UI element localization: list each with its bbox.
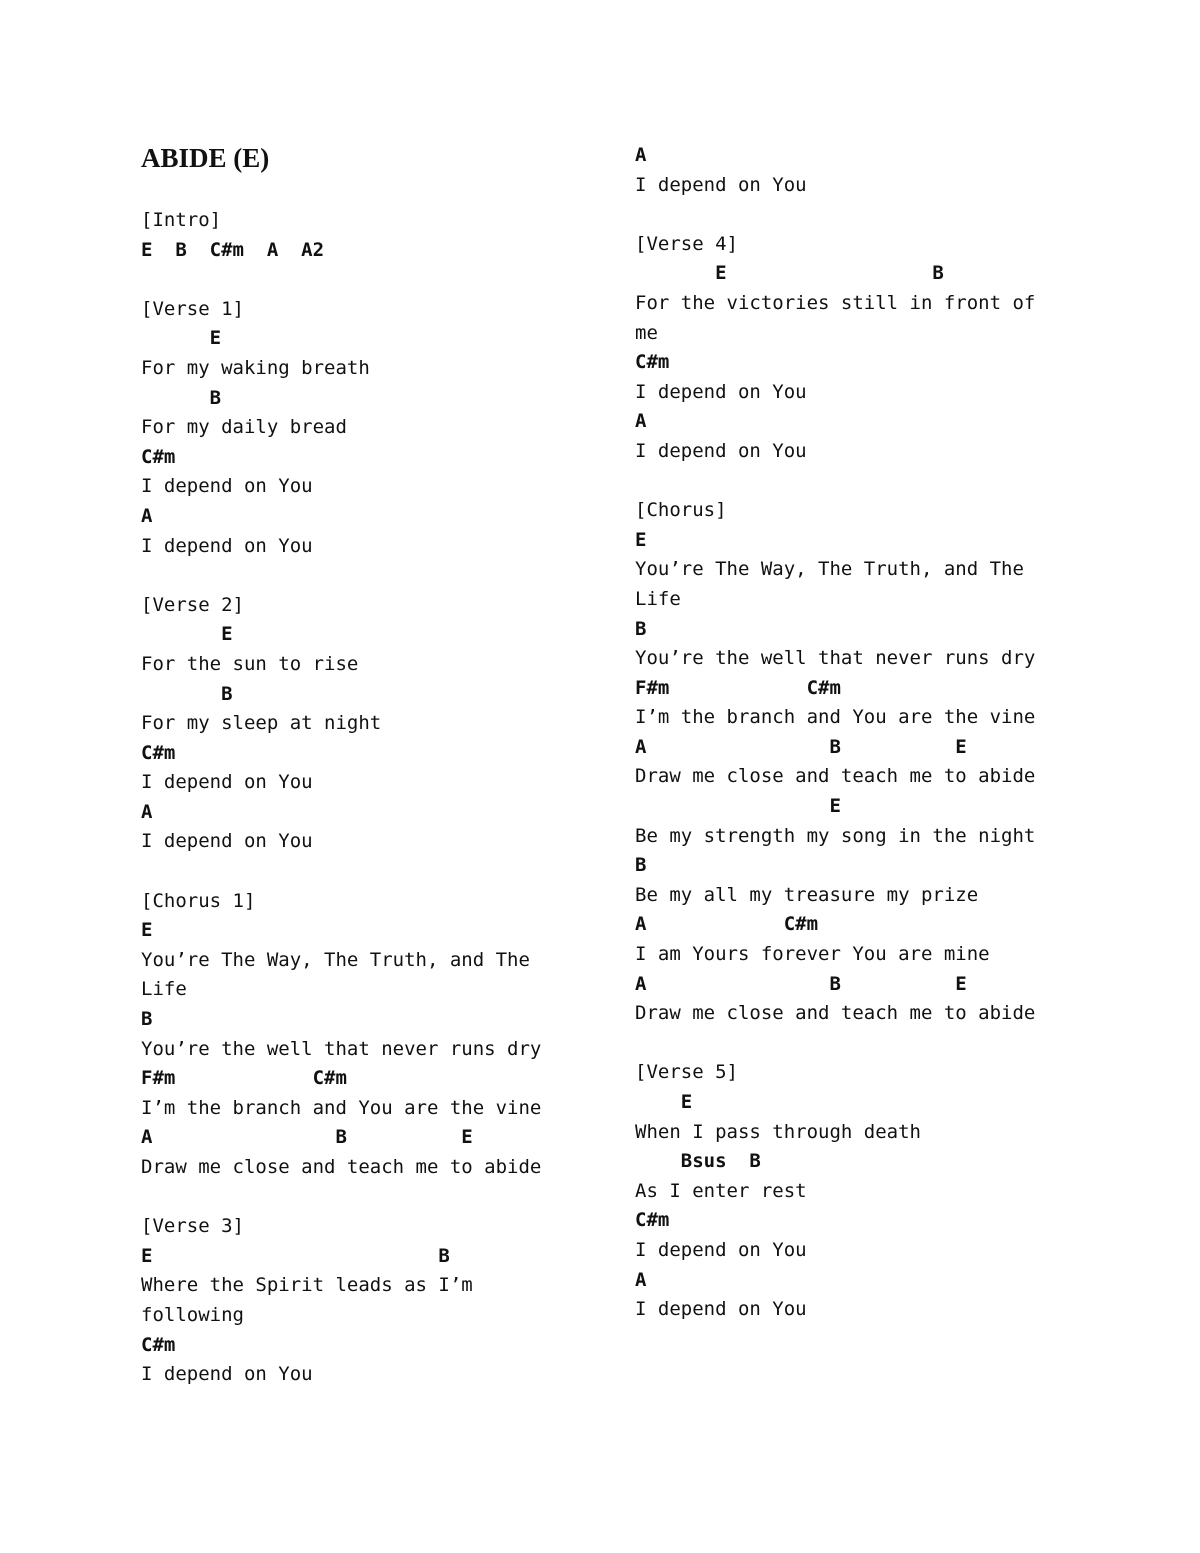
chord-line: E (141, 919, 153, 942)
chord-line: C#m (141, 1333, 176, 1356)
chord-line: E (141, 623, 233, 646)
chord-line: A C#m (635, 913, 819, 936)
chord-line: A B E (635, 735, 967, 758)
section-label: [Verse 2] (141, 593, 244, 616)
chord-line: A (635, 1268, 647, 1291)
lyric-line: I depend on You (141, 1363, 313, 1386)
chord-line: A B E (635, 972, 967, 995)
lyric-line: As I enter rest (635, 1179, 807, 1202)
lyric-line: I’m the branch and You are the vine (635, 706, 1036, 729)
lyric-line: I depend on You (635, 173, 807, 196)
section-label: [Intro] (141, 209, 222, 231)
blank-line (141, 857, 541, 887)
lyric-line: Be my strength my song in the night (635, 824, 1036, 847)
chord-line: C#m (141, 741, 176, 764)
lyric-line: I depend on You (635, 1238, 807, 1261)
lyric-line: Be my all my treasure my prize (635, 883, 979, 906)
blank-line (635, 200, 1035, 230)
chord-line: A B E (141, 1126, 473, 1149)
chord-line: B (635, 617, 647, 640)
chord-line: F#m C#m (141, 1067, 347, 1090)
lyric-line: Life (635, 587, 681, 610)
chord-line: F#m C#m (635, 676, 841, 699)
section-label: [Verse 3] (141, 1215, 244, 1238)
lyric-line: Draw me close and teach me to abide (141, 1156, 542, 1178)
lyric-line: Draw me close and teach me to abide (635, 765, 1036, 788)
blank-line (141, 1183, 541, 1213)
song-title: ABIDE (E) (141, 143, 270, 173)
lyric-line: You’re the well that never runs dry (635, 647, 1036, 670)
lyric-line: For my waking breath (141, 356, 370, 379)
chord-line: Bsus B (635, 1150, 761, 1173)
lyric-line: I’m the branch and You are the vine (141, 1096, 542, 1119)
lyric-line: You’re the well that never runs dry (141, 1037, 542, 1060)
lyric-line: I depend on You (635, 439, 807, 462)
section-label: [Verse 1] (141, 297, 244, 320)
lyric-line: me (635, 321, 658, 344)
chord-line: E (635, 1091, 693, 1113)
lyric-line: I depend on You (141, 534, 313, 557)
chord-line: A (635, 144, 647, 166)
lyric-line: You’re The Way, The Truth, and The (635, 558, 1024, 581)
chord-line: B (635, 854, 647, 877)
chord-line: C#m (635, 351, 670, 374)
right-column (635, 141, 1035, 1325)
section-label: [Chorus] (635, 499, 727, 522)
lyric-line: For my sleep at night (141, 712, 382, 735)
chord-line: B (141, 1008, 153, 1031)
lyric-line: For the victories still in front of (635, 291, 1036, 314)
chord-line: B (141, 682, 233, 705)
chord-line: C#m (635, 1209, 670, 1232)
blank-line (635, 1029, 1035, 1059)
lyric-line: I depend on You (141, 475, 313, 498)
lyric-line: For the sun to rise (141, 652, 359, 675)
chord-line: E B (635, 262, 944, 285)
chord-line: E B (141, 1244, 450, 1267)
lyric-line: Draw me close and teach me to abide (635, 1002, 1036, 1025)
chord-line: C#m (141, 445, 176, 468)
blank-line (141, 265, 541, 295)
lyric-line: You’re The Way, The Truth, and The (141, 948, 530, 971)
lyric-line: I depend on You (141, 771, 313, 794)
chord-line: A (141, 504, 153, 527)
lyric-line: I depend on You (635, 380, 807, 403)
chord-line: A (141, 800, 153, 823)
chord-line: E (141, 327, 222, 350)
lyric-line: I depend on You (141, 830, 313, 853)
chord-line: E (635, 528, 647, 551)
chord-line: B (141, 386, 222, 409)
blank-line (635, 467, 1035, 497)
lyric-line: Life (141, 978, 187, 1001)
lyric-line: Where the Spirit leads as I’m (141, 1274, 473, 1297)
lyric-line: When I pass through death (635, 1120, 921, 1143)
section-label: [Verse 4] (635, 232, 738, 255)
lyric-line: I depend on You (635, 1298, 807, 1321)
section-label: [Chorus 1] (141, 889, 256, 912)
chord-line: A (635, 410, 647, 433)
chord-line: E (635, 795, 841, 818)
section-label: [Verse 5] (635, 1061, 738, 1084)
chord-line: E B C#m A A2 (141, 238, 325, 261)
lyric-line: I am Yours forever You are mine (635, 943, 990, 966)
lyric-line: For my daily bread (141, 416, 347, 439)
left-column (141, 206, 541, 1390)
blank-line (141, 561, 541, 591)
lyric-line: following (141, 1303, 244, 1326)
